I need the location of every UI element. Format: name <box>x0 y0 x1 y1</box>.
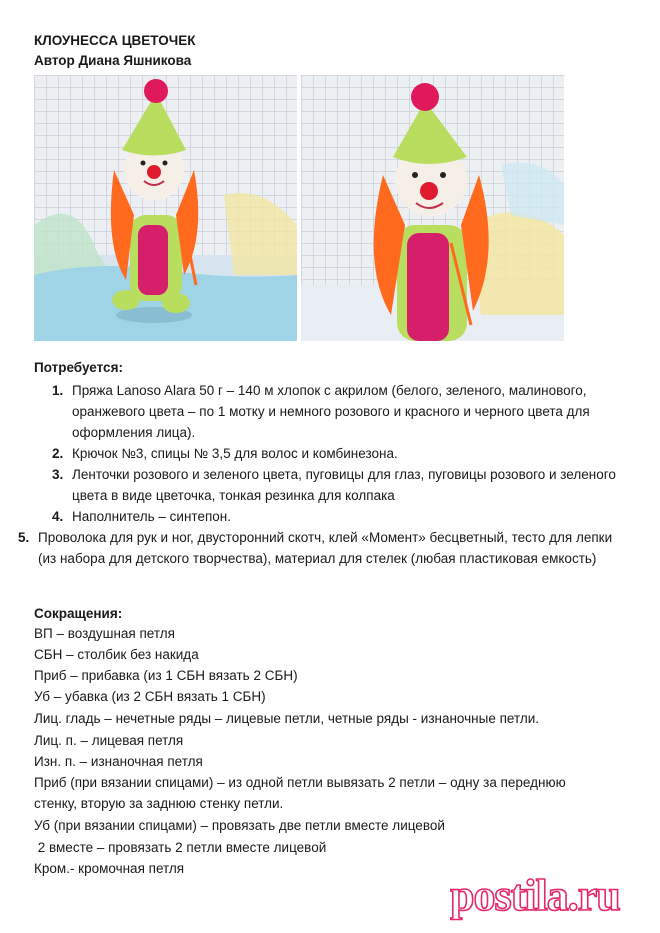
list-item-number: 5. <box>18 530 30 545</box>
abbreviation-line: Уб (при вязании спицами) – провязать две петли вместе лицевой <box>34 818 445 833</box>
abbreviation-line: Лиц. гладь – нечетные ряды – лицевые петли, четные ряды - изнаночные петли. <box>34 711 540 726</box>
postila-watermark <box>450 868 660 928</box>
abbreviation-line: 2 вместе – провязать 2 петли вместе лицевой <box>34 840 327 855</box>
list-item <box>18 527 616 590</box>
materials-list <box>18 380 634 590</box>
abbreviation-line: Кром.- кромочная петля <box>34 861 185 876</box>
watermark-text: postila.ru <box>450 871 620 920</box>
list-item-number: 1. <box>52 383 64 398</box>
list-item-number: 3. <box>52 467 64 482</box>
list-item-text: Наполнитель – синтепон. <box>72 509 231 524</box>
abbreviation-line: ВП – воздушная петля <box>34 626 175 641</box>
abbreviation-line: стенку, вторую за заднюю стенку петли. <box>34 796 284 811</box>
abbreviation-line: СБН – столбик без накида <box>34 647 199 662</box>
clown-doll-photo-front <box>34 75 297 341</box>
abbreviation-line: Лиц. п. – лицевая петля <box>34 733 184 748</box>
list-item <box>34 506 632 527</box>
list-item-text: Крючок №3, спицы № 3,5 для волос и комбинезона. <box>72 446 398 461</box>
list-item <box>34 380 632 443</box>
list-item-number: 4. <box>52 509 64 524</box>
list-item <box>34 443 632 464</box>
list-item-text: Проволока для рук и ног, двусторонний скотч, клей «Момент» бесцветный, тесто для лепки (из набора для детского творчества), материал для стелек (любая пластиковая емкость) <box>38 530 613 566</box>
abbreviations-heading: Сокращения: <box>34 606 123 621</box>
abbreviation-line: Изн. п. – изнаночная петля <box>34 754 203 769</box>
abbreviation-line: Приб – прибавка (из 1 СБН вязать 2 СБН) <box>34 668 298 683</box>
clown-doll-photo-closeup <box>301 75 564 341</box>
materials-heading: Потребуется: <box>34 360 123 375</box>
abbreviation-line: Уб – убавка (из 2 СБН вязать 1 СБН) <box>34 689 266 704</box>
list-item-number: 2. <box>52 446 64 461</box>
abbreviation-line: Приб (при вязании спицами) – из одной петли вывязать 2 петли – одну за переднюю <box>34 775 566 790</box>
list-item-text: Пряжа Lanoso Alara 50 г – 140 м хлопок с акрилом (белого, зеленого, малинового, оранжевого цвета – по 1 мотку и немного розового и красного и черного цвета для оформления лица). <box>72 383 590 440</box>
list-item-text: Ленточки розового и зеленого цвета, пуговицы для глаз, пуговицы розового и зеленого цвета в виде цветочка, тонкая резинка для колпака <box>72 467 616 503</box>
document-title: КЛОУНЕССА ЦВЕТОЧЕК <box>34 33 196 48</box>
document-author: Автор Диана Яшникова <box>34 53 192 68</box>
list-item <box>34 464 632 506</box>
